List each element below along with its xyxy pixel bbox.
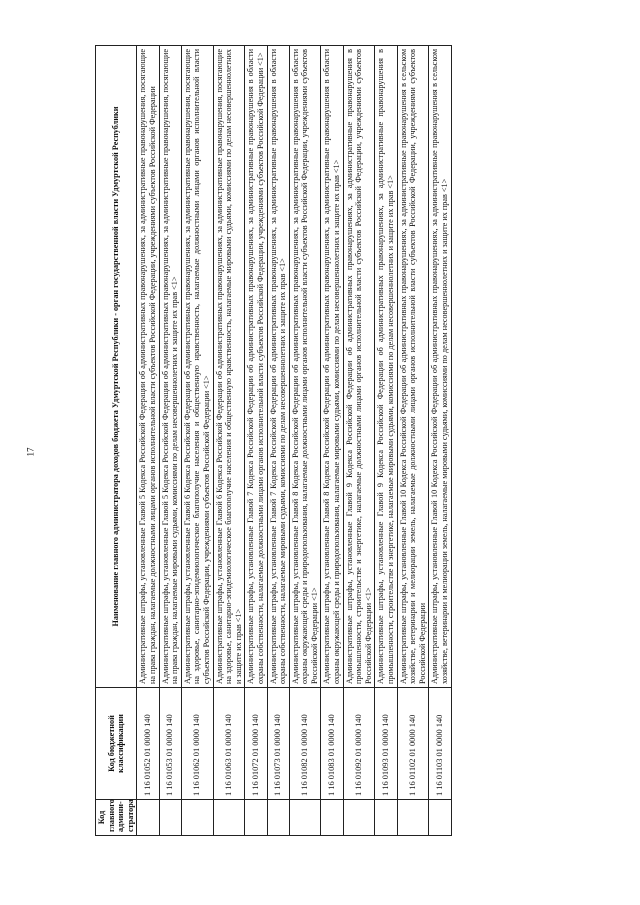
table-row <box>137 46 159 836</box>
revenue-administrators-table-wrapper <box>95 46 452 836</box>
budget-code-cell: 1 16 01092 01 0000 140 <box>343 688 375 800</box>
budget-code-cell: 1 16 01053 01 0000 140 <box>159 688 181 800</box>
header-admin-code: Код главного админи-стратора <box>96 800 137 836</box>
budget-code-cell: 1 16 01093 01 0000 140 <box>375 688 397 800</box>
admin-code-cell <box>321 800 343 836</box>
revenue-name-cell: Административные штрафы, установленные Главой 10 Кодекса Российской Федерации об административных правонарушениях, за административные правонарушения в сельском хозяйстве, ветеринарии и мелиорации земель, налагаемые должностными лицами органов исполнительной власти субъектов Российской Федерации, учреждениями субъектов Российской Федерации <box>397 46 429 688</box>
budget-code-cell: 1 16 01102 01 0000 140 <box>397 688 429 800</box>
revenue-name-cell: Административные штрафы, установленные Главой 6 Кодекса Российской Федерации об административных правонарушениях, за административные правонарушения, посягающие на здоровье, санитарно-эпидемиологическое благополучие населения и общественную нравственность, налагаемые мировыми судьями, комиссиями по делам несовершеннолетних и защите их прав <1> <box>213 46 245 688</box>
table-row <box>429 46 451 836</box>
admin-code-cell <box>137 800 159 836</box>
table-row <box>245 46 267 836</box>
table-body <box>137 46 451 836</box>
admin-code-cell <box>375 800 397 836</box>
revenue-name-cell: Административные штрафы, установленные Главой 9 Кодекса Российской Федерации об административных правонарушениях, за административные правонарушения в промышленности, строительстве и энергетике, налагаемые должностными лицами органов исполнительной власти субъектов Российской Федерации, учреждениями субъектов Российской Федерации <1> <box>343 46 375 688</box>
table-row <box>321 46 343 836</box>
admin-code-cell <box>343 800 375 836</box>
revenue-name-cell: Административные штрафы, установленные Главой 5 Кодекса Российской Федерации об административных правонарушениях, за административные правонарушения, посягающие на права граждан, налагаемые должностными лицами органов исполнительной власти субъектов Российской Федерации, учреждениями субъектов Российской Федерации <box>137 46 159 688</box>
revenue-name-cell: Административные штрафы, установленные Главой 8 Кодекса Российской Федерации об административных правонарушениях, за административные правонарушения в области охраны окружающей среды и природопользования, налагаемые должностными лицами органов исполнительной власти субъектов Российской Федерации, учреждениями субъектов Российской Федерации <1> <box>289 46 321 688</box>
admin-code-cell <box>397 800 429 836</box>
table-row <box>375 46 397 836</box>
budget-code-cell: 1 16 01072 01 0000 140 <box>245 688 267 800</box>
admin-code-cell <box>267 800 289 836</box>
revenue-name-cell: Административные штрафы, установленные Главой 7 Кодекса Российской Федерации об административных правонарушениях, за административные правонарушения в области охраны собственности, налагаемые мировыми судьями, комиссиями по делам несовершеннолетних и защите их прав <1> <box>267 46 289 688</box>
table-row <box>181 46 213 836</box>
admin-code-cell <box>429 800 451 836</box>
budget-code-cell: 1 16 01062 01 0000 140 <box>181 688 213 800</box>
table-row <box>343 46 375 836</box>
admin-code-cell <box>159 800 181 836</box>
budget-code-cell: 1 16 01103 01 0000 140 <box>429 688 451 800</box>
table-row <box>213 46 245 836</box>
table-row <box>289 46 321 836</box>
admin-code-cell <box>213 800 245 836</box>
admin-code-cell <box>181 800 213 836</box>
revenue-name-cell: Административные штрафы, установленные Главой 9 Кодекса Российской Федерации об административных правонарушениях, за административные правонарушения в промышленности, строительстве и энергетике, налагаемые мировыми судьями, комиссиями по делам несовершеннолетних и защите их прав <1> <box>375 46 397 688</box>
admin-code-cell <box>245 800 267 836</box>
budget-code-cell: 1 16 01063 01 0000 140 <box>213 688 245 800</box>
budget-code-cell: 1 16 01083 01 0000 140 <box>321 688 343 800</box>
budget-code-cell: 1 16 01073 01 0000 140 <box>267 688 289 800</box>
budget-code-cell: 1 16 01052 01 0000 140 <box>137 688 159 800</box>
table-header-row <box>96 46 137 836</box>
revenue-name-cell: Административные штрафы, установленные Главой 10 Кодекса Российской Федерации об административных правонарушениях, за административные правонарушения в сельском хозяйстве, ветеринарии и мелиорации земель, налагаемые мировыми судьями, комиссиями по делам несовершеннолетних и защите их прав <1> <box>429 46 451 688</box>
revenue-name-cell: Административные штрафы, установленные Главой 6 Кодекса Российской Федерации об административных правонарушениях, за административные правонарушения, посягающие на здоровье, санитарно-эпидемиологическое благополучие населения и общественную нравственность, налагаемые должностными лицами органов исполнительной власти субъектов Российской Федерации, учреждениями субъектов Российской Федерации <1> <box>181 46 213 688</box>
revenue-name-cell: Административные штрафы, установленные Главой 5 Кодекса Российской Федерации об административных правонарушениях, за административные правонарушения, посягающие на права граждан, налагаемые мировыми судьями, комиссиями по делам несовершеннолетних и защите их прав <1> <box>159 46 181 688</box>
revenue-name-cell: Административные штрафы, установленные Главой 7 Кодекса Российской Федерации об административных правонарушениях, за административные правонарушения в области охраны собственности, налагаемые должностными лицами органов исполнительной власти субъектов Российской Федерации, учреждениями субъектов Российской Федерации <1> <box>245 46 267 688</box>
header-name: Наименование главного администратора доходов бюджета Удмуртской Республики - орган государственной власти Удмуртской Республики <box>96 46 137 688</box>
table-row <box>397 46 429 836</box>
admin-code-cell <box>289 800 321 836</box>
page-number: 17 <box>25 447 36 457</box>
revenue-name-cell: Административные штрафы, установленные Главой 8 Кодекса Российской Федерации об административных правонарушениях, за административные правонарушения в области охраны окружающей среды и природопользования, налагаемые мировыми судьями, комиссиями по делам несовершеннолетних и защите их прав <1> <box>321 46 343 688</box>
revenue-administrators-table <box>95 45 452 836</box>
table-row <box>159 46 181 836</box>
budget-code-cell: 1 16 01082 01 0000 140 <box>289 688 321 800</box>
table-row <box>267 46 289 836</box>
header-budget-code: Код бюджетной классификации <box>96 688 137 800</box>
